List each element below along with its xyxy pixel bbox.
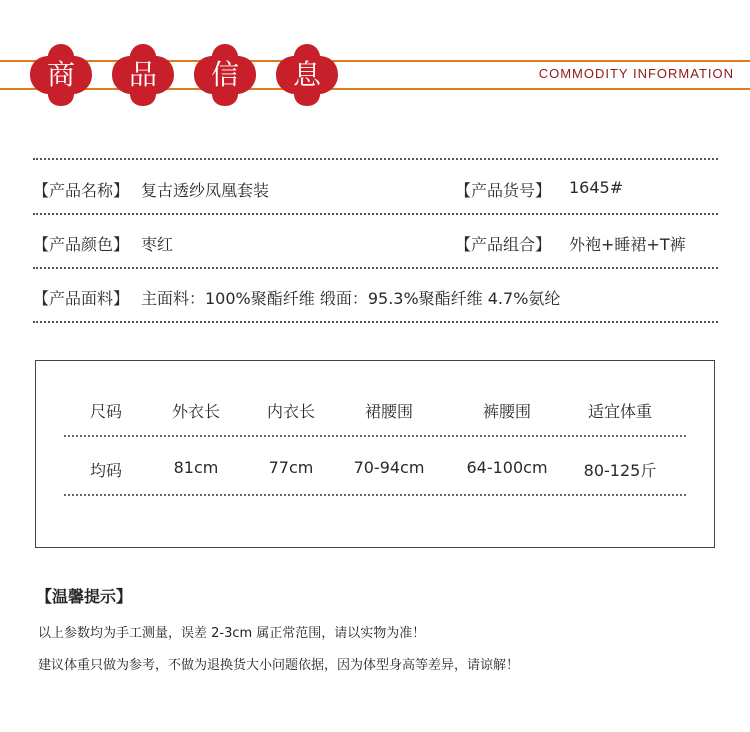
product-name-value: 复古透纱凤凰套装 (141, 181, 270, 200)
product-sku-label: 【产品货号】 (455, 181, 552, 200)
header-badges (28, 42, 338, 108)
table-cell-pants-waist: 64-100cm (466, 458, 548, 477)
badge-3 (192, 42, 258, 108)
english-title: COMMODITY INFORMATION (533, 66, 734, 81)
tip-line-2: 建议体重只做为参考，不做为退换货大小问题依据，因为体型身高等差异，请谅解！ (38, 658, 520, 673)
product-fabric-label: 【产品面料】 (33, 289, 130, 308)
table-cell-outer-length: 81cm (173, 458, 219, 477)
tip-line-1: 以上参数均为手工测量，误差 2-3cm 属正常范围，请以实物为准！ (38, 626, 426, 641)
table-header-skirt-waist: 裙腰围 (364, 402, 413, 421)
divider (33, 321, 718, 323)
product-fabric-value: 主面料：100%聚酯纤维 缎面：95.3%聚酯纤维 4.7%氨纶 (141, 289, 561, 308)
product-name-label: 【产品名称】 (33, 181, 130, 200)
section-header (0, 0, 750, 110)
badge-1 (28, 42, 94, 108)
product-color-label: 【产品颜色】 (33, 235, 130, 254)
table-divider (64, 494, 686, 496)
divider (33, 213, 718, 215)
tips-title: 【温馨提示】 (36, 587, 133, 606)
product-combo-value: 外袍+睡裙+T裤 (569, 235, 686, 254)
table-header-outer-length: 外衣长 (171, 402, 220, 421)
divider (33, 158, 718, 160)
product-sku-value: 1645# (569, 178, 624, 197)
table-cell-inner-length: 77cm (268, 458, 314, 477)
table-cell-skirt-waist: 70-94cm (353, 458, 425, 477)
product-combo-label: 【产品组合】 (455, 235, 552, 254)
table-header-pants-waist: 裤腰围 (482, 402, 531, 421)
product-color-value: 枣红 (141, 235, 174, 254)
badge-4 (274, 42, 340, 108)
table-header-inner-length: 内衣长 (266, 402, 315, 421)
size-table (35, 360, 715, 548)
table-divider (64, 435, 686, 437)
badge-char-1: 商 (46, 58, 75, 91)
badge-char-2: 品 (128, 58, 157, 91)
badge-2 (110, 42, 176, 108)
table-cell-size: 均码 (89, 461, 122, 480)
table-cell-weight: 80-125斤 (583, 461, 657, 480)
table-header-weight: 适宜体重 (587, 402, 652, 421)
badge-char-3: 信 (210, 58, 239, 91)
badge-char-4: 息 (292, 58, 321, 91)
table-header-size: 尺码 (89, 402, 122, 421)
divider (33, 267, 718, 269)
